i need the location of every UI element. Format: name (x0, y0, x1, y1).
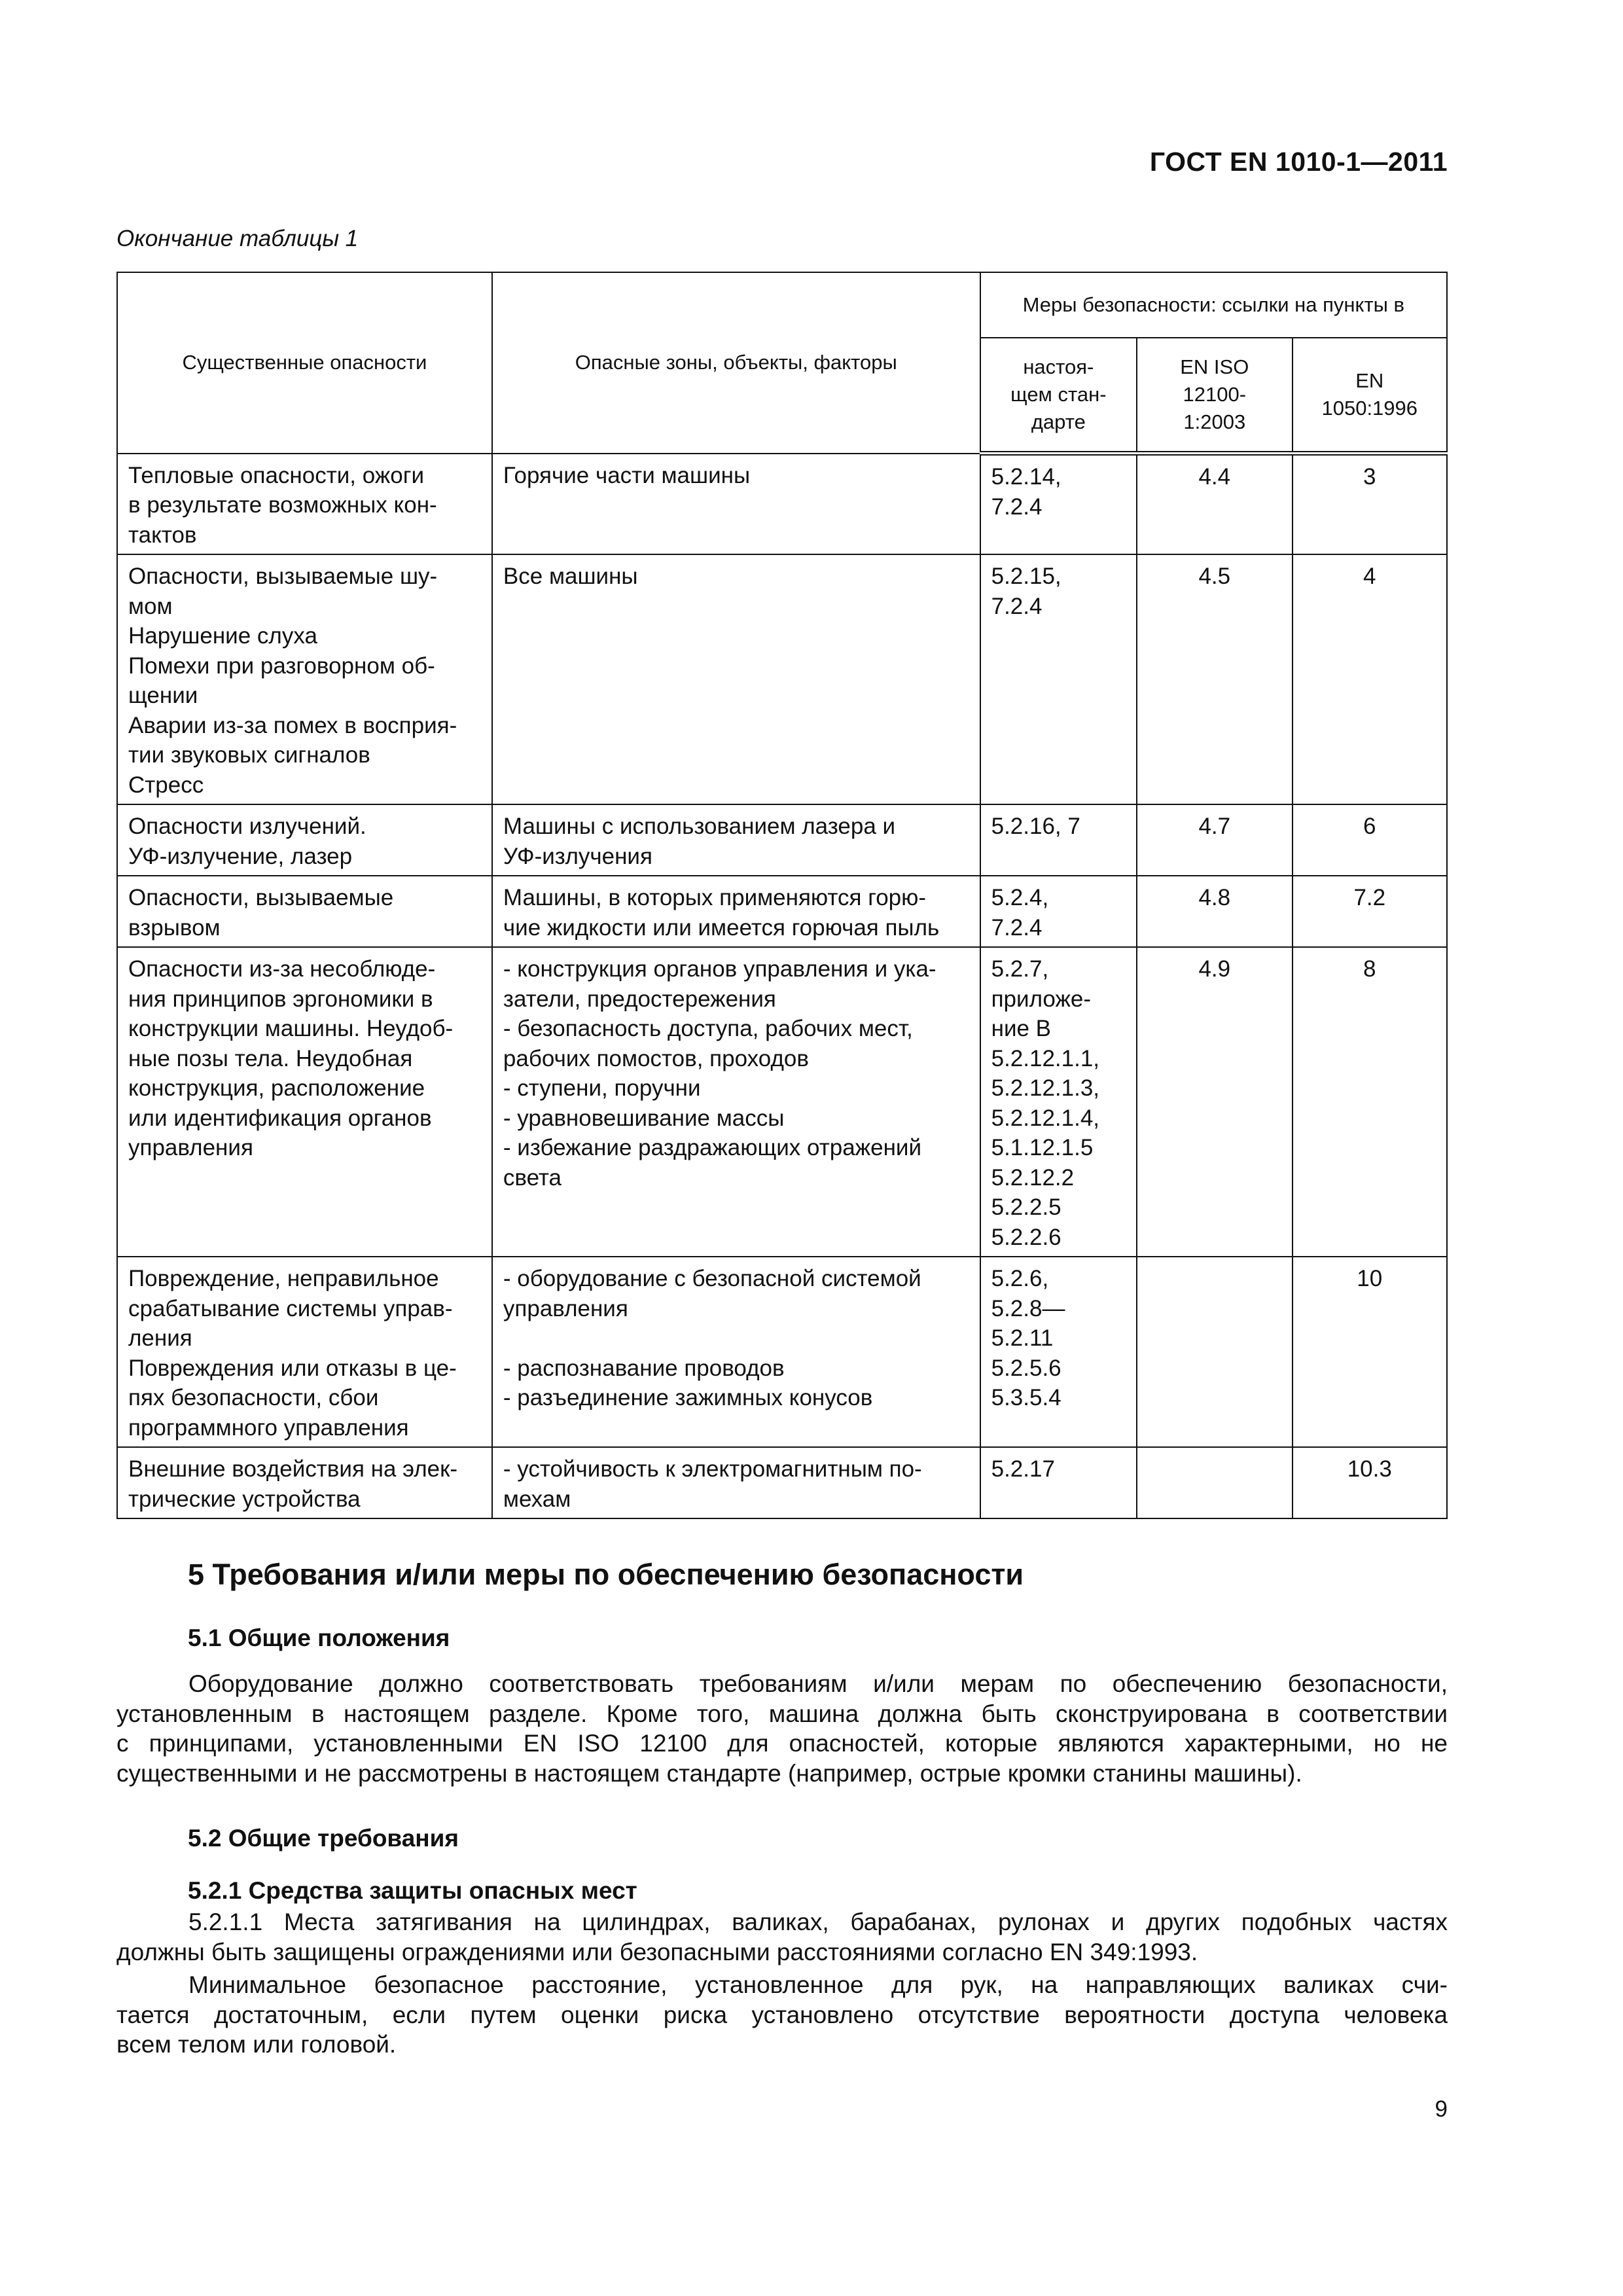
zones-cell-line: Машины, в которых применяются горю- (503, 885, 927, 910)
zones-cell-line: рабочих помостов, проходов (503, 1045, 809, 1071)
zones-cell (492, 876, 980, 947)
hazard-cell-line: мом (128, 593, 173, 619)
hazard-cell (117, 454, 492, 555)
header-en-iso-12100-line: EN ISO (1180, 355, 1249, 378)
zones-cell-line: Горячие части машины (503, 462, 751, 488)
hazard-cell-line: или идентификация органов (128, 1105, 432, 1131)
this-standard-ref-cell-line: 7.2.4 (991, 493, 1043, 520)
this-standard-ref-cell-line: 5.3.5.4 (991, 1385, 1061, 1410)
paragraph-line: 5.2.1.1 Места затягивания на цилиндрах, валиках, барабанах, рулонах и других подобных частях (188, 1909, 1448, 1935)
paragraph-line: тается достаточным, если путем оценки риска установлено отсутствие вероятности доступа человека (116, 2001, 1448, 2028)
this-standard-ref-cell-line: 5.2.4, (991, 885, 1049, 910)
en-1050-ref-cell: 8 (1293, 947, 1447, 1257)
en-1050-ref-cell: 3 (1293, 454, 1447, 555)
hazard-cell-line: Опасности, вызываемые (128, 885, 394, 910)
table-row (117, 454, 1447, 555)
this-standard-ref-cell-line: 5.2.12.1.4, (991, 1105, 1100, 1131)
header-en-1050-line: 1050:1996 (1321, 397, 1418, 420)
en-iso-ref-cell: 4.8 (1137, 876, 1292, 947)
hazard-cell (117, 947, 492, 1257)
table-row (117, 947, 1447, 1257)
zones-cell-line: - распознавание проводов (503, 1355, 785, 1381)
hazard-cell-line: конструкция, расположение (128, 1075, 425, 1101)
hazard-cell-line: тактов (128, 522, 197, 548)
zones-cell-line: - устойчивость к электромагнитным по- (503, 1456, 922, 1482)
hazard-cell-line: ния принципов эргономики в (128, 986, 433, 1012)
this-standard-ref-cell-line: 5.2.8— (991, 1295, 1065, 1321)
en-1050-ref-cell: 10.3 (1293, 1447, 1447, 1518)
paragraph-line: всем телом или головой. (116, 2031, 397, 2058)
zones-cell (492, 947, 980, 1257)
en-iso-ref-cell: 4.7 (1137, 804, 1292, 876)
hazard-cell-line: управления (128, 1135, 253, 1160)
header-zones: Опасные зоны, объекты, факторы (492, 272, 980, 454)
hazard-cell-line: тии звуковых сигналов (128, 742, 370, 768)
this-standard-ref-cell (980, 454, 1137, 555)
zones-cell-line: Машины с использованием лазера и (503, 814, 896, 839)
zones-cell-line: мехам (503, 1486, 571, 1512)
this-standard-ref-cell-line: 5.2.12.1.1, (991, 1045, 1100, 1071)
zones-cell (492, 1257, 980, 1447)
table-row (117, 554, 1447, 804)
en-1050-ref-cell: 7.2 (1293, 876, 1447, 947)
hazard-cell-line: Внешние воздействия на элек- (128, 1456, 458, 1482)
en-iso-ref-cell (1137, 1257, 1292, 1447)
this-standard-ref-cell-line: 5.2.2.5 (991, 1194, 1061, 1220)
zones-cell (492, 554, 980, 804)
header-en-iso-12100-line: 1:2003 (1183, 410, 1246, 433)
header-this-standard-line: настоя- (1023, 355, 1094, 378)
hazard-cell-line: Стресс (128, 772, 204, 798)
en-1050-ref-cell: 4 (1293, 554, 1447, 804)
paragraph-line: Минимальное безопасное расстояние, установленное для рук, на направляющих валиках счи- (188, 1971, 1448, 1998)
hazard-cell (117, 876, 492, 947)
this-standard-ref-cell-line: 5.2.2.6 (991, 1224, 1061, 1250)
section-5-title: 5 Требования и/или меры по обеспечению безопасности (188, 1558, 1024, 1591)
en-iso-ref-cell: 4.4 (1137, 454, 1292, 555)
this-standard-ref-cell (980, 947, 1137, 1257)
this-standard-ref-cell-line: 5.2.5.6 (991, 1355, 1061, 1381)
standard-code: ГОСТ EN 1010-1—2011 (1149, 147, 1448, 177)
hazard-cell (117, 804, 492, 876)
table-row (117, 804, 1447, 876)
hazard-cell-line: срабатывание системы управ- (128, 1295, 453, 1321)
hazard-cell-line: ления (128, 1325, 192, 1351)
this-standard-ref-cell-line: 5.2.12.1.3, (991, 1075, 1100, 1101)
zones-cell-line: света (503, 1164, 562, 1191)
paragraph-line: с принципами, установленными EN ISO 12100 для опасностей, которые являются характерными, но не (116, 1730, 1448, 1757)
header-en-iso-12100-line: 12100- (1183, 383, 1247, 406)
hazard-cell-line: Опасности излучений. (128, 814, 366, 839)
en-iso-ref-cell: 4.9 (1137, 947, 1292, 1257)
hazard-cell-line: программного управления (128, 1414, 409, 1441)
hazard-cell-line: конструкции машины. Неудоб- (128, 1016, 454, 1041)
hazard-cell-line: Нарушение слуха (128, 623, 317, 649)
this-standard-ref-cell (980, 554, 1137, 804)
header-measures-group: Меры безопасности: ссылки на пункты в (980, 272, 1447, 338)
section-5-2-1-title: 5.2.1 Средства защиты опасных мест (188, 1877, 637, 1904)
hazards-table (116, 272, 1448, 1519)
zones-cell-line: Все машины (503, 564, 638, 589)
hazard-cell (117, 1447, 492, 1518)
section-5-2-1-1-paragraph (116, 1907, 1448, 1967)
zones-cell-line: - избежание раздражающих отражений (503, 1135, 921, 1160)
hazard-cell-line: Тепловые опасности, ожоги (128, 462, 425, 488)
paragraph-line: должны быть защищены ограждениями или безопасными расстояниями согласно EN 349:1993. (116, 1938, 1198, 1965)
hazard-cell-line: щении (128, 683, 198, 708)
this-standard-ref-cell-line: 5.1.12.1.5 (991, 1135, 1094, 1160)
zones-cell-line: - ступени, поручни (503, 1075, 701, 1101)
table-row (117, 876, 1447, 947)
paragraph-line: существенными и не рассмотрены в настоящем стандарте (например, острые кромки станины машины). (116, 1759, 1302, 1787)
hazard-cell-line: УФ-излучение, лазер (128, 843, 353, 869)
hazard-cell-line: Опасности, вызываемые шу- (128, 564, 438, 589)
hazard-cell-line: Опасности из-за несоблюде- (128, 956, 436, 982)
hazard-cell-line: трические устройства (128, 1486, 361, 1512)
paragraph-line: Оборудование должно соответствовать требованиям и/или мерам по обеспечению безопасности, (188, 1670, 1448, 1697)
zones-cell (492, 804, 980, 876)
paragraph-line: установленным в настоящем разделе. Кроме того, машина должна быть сконструирована в соответствии (116, 1700, 1448, 1727)
zones-cell-line (503, 1323, 969, 1354)
this-standard-ref-cell (980, 876, 1137, 947)
zones-cell-line: управления (503, 1295, 628, 1321)
zones-cell-line: - оборудование с безопасной системой (503, 1266, 921, 1291)
en-1050-ref-cell: 10 (1293, 1257, 1447, 1447)
this-standard-ref-cell (980, 1257, 1137, 1447)
this-standard-ref-cell (980, 804, 1137, 876)
header-en-iso-12100 (1137, 338, 1292, 454)
page-number: 9 (1435, 2096, 1448, 2122)
zones-cell-line: затели, предостережения (503, 986, 776, 1012)
zones-cell (492, 454, 980, 555)
hazard-cell-line: в результате возможных кон- (128, 492, 437, 518)
this-standard-ref-cell-line: 5.2.16, 7 (991, 814, 1080, 839)
this-standard-ref-cell-line: 7.2.4 (991, 914, 1043, 941)
hazard-cell-line: Помехи при разговорном об- (128, 653, 435, 679)
zones-cell-line: чие жидкости или имеется горючая пыль (503, 914, 940, 941)
hazard-cell-line: взрывом (128, 914, 221, 941)
this-standard-ref-cell-line: 5.2.7, (991, 956, 1049, 982)
en-iso-ref-cell: 4.5 (1137, 554, 1292, 804)
zones-cell-line: - безопасность доступа, рабочих мест, (503, 1016, 913, 1041)
hazard-cell-line: Повреждения или отказы в це- (128, 1355, 457, 1381)
header-this-standard (980, 338, 1137, 454)
zones-cell-line: - разъединение зажимных конусов (503, 1385, 873, 1410)
section-5-2-title: 5.2 Общие требования (188, 1825, 459, 1852)
en-1050-ref-cell: 6 (1293, 804, 1447, 876)
section-5-1-title: 5.1 Общие положения (188, 1624, 450, 1651)
hazard-cell (117, 1257, 492, 1447)
section-5-1-paragraph (116, 1669, 1448, 1788)
header-en-1050-line: EN (1355, 369, 1384, 392)
hazard-cell-line: Аварии из-за помех в восприя- (128, 712, 457, 738)
zones-cell (492, 1447, 980, 1518)
hazard-cell (117, 554, 492, 804)
safe-distance-paragraph (116, 1970, 1448, 2060)
zones-cell-line: - конструкция органов управления и ука- (503, 956, 936, 982)
this-standard-ref-cell-line: приложе- (991, 986, 1091, 1012)
hazard-cell-line: пях безопасности, сбои (128, 1385, 379, 1410)
this-standard-ref-cell-line: 5.2.6, (991, 1266, 1049, 1291)
this-standard-ref-cell-line: 5.2.11 (991, 1325, 1054, 1351)
table-caption: Окончание таблицы 1 (116, 226, 359, 251)
this-standard-ref-cell-line: 5.2.14, (991, 464, 1061, 490)
this-standard-ref-cell-line: 5.2.17 (991, 1456, 1055, 1482)
header-this-standard-line: дарте (1031, 410, 1086, 433)
table-row (117, 1447, 1447, 1518)
table-row (117, 1257, 1447, 1447)
this-standard-ref-cell (980, 1447, 1137, 1518)
hazard-cell-line: ные позы тела. Неудобная (128, 1045, 413, 1071)
header-this-standard-line: щем стан- (1010, 383, 1107, 406)
this-standard-ref-cell-line: 7.2.4 (991, 593, 1043, 619)
this-standard-ref-cell-line: 5.2.12.2 (991, 1164, 1075, 1191)
zones-cell-line: - уравновешивание массы (503, 1105, 785, 1131)
header-en-1050 (1293, 338, 1447, 454)
header-hazards: Существенные опасности (117, 272, 492, 454)
en-iso-ref-cell (1137, 1447, 1292, 1518)
zones-cell-line: УФ-излучения (503, 843, 652, 869)
this-standard-ref-cell-line: 5.2.15, (991, 564, 1061, 589)
hazard-cell-line: Повреждение, неправильное (128, 1266, 439, 1291)
this-standard-ref-cell-line: ние В (991, 1016, 1052, 1041)
